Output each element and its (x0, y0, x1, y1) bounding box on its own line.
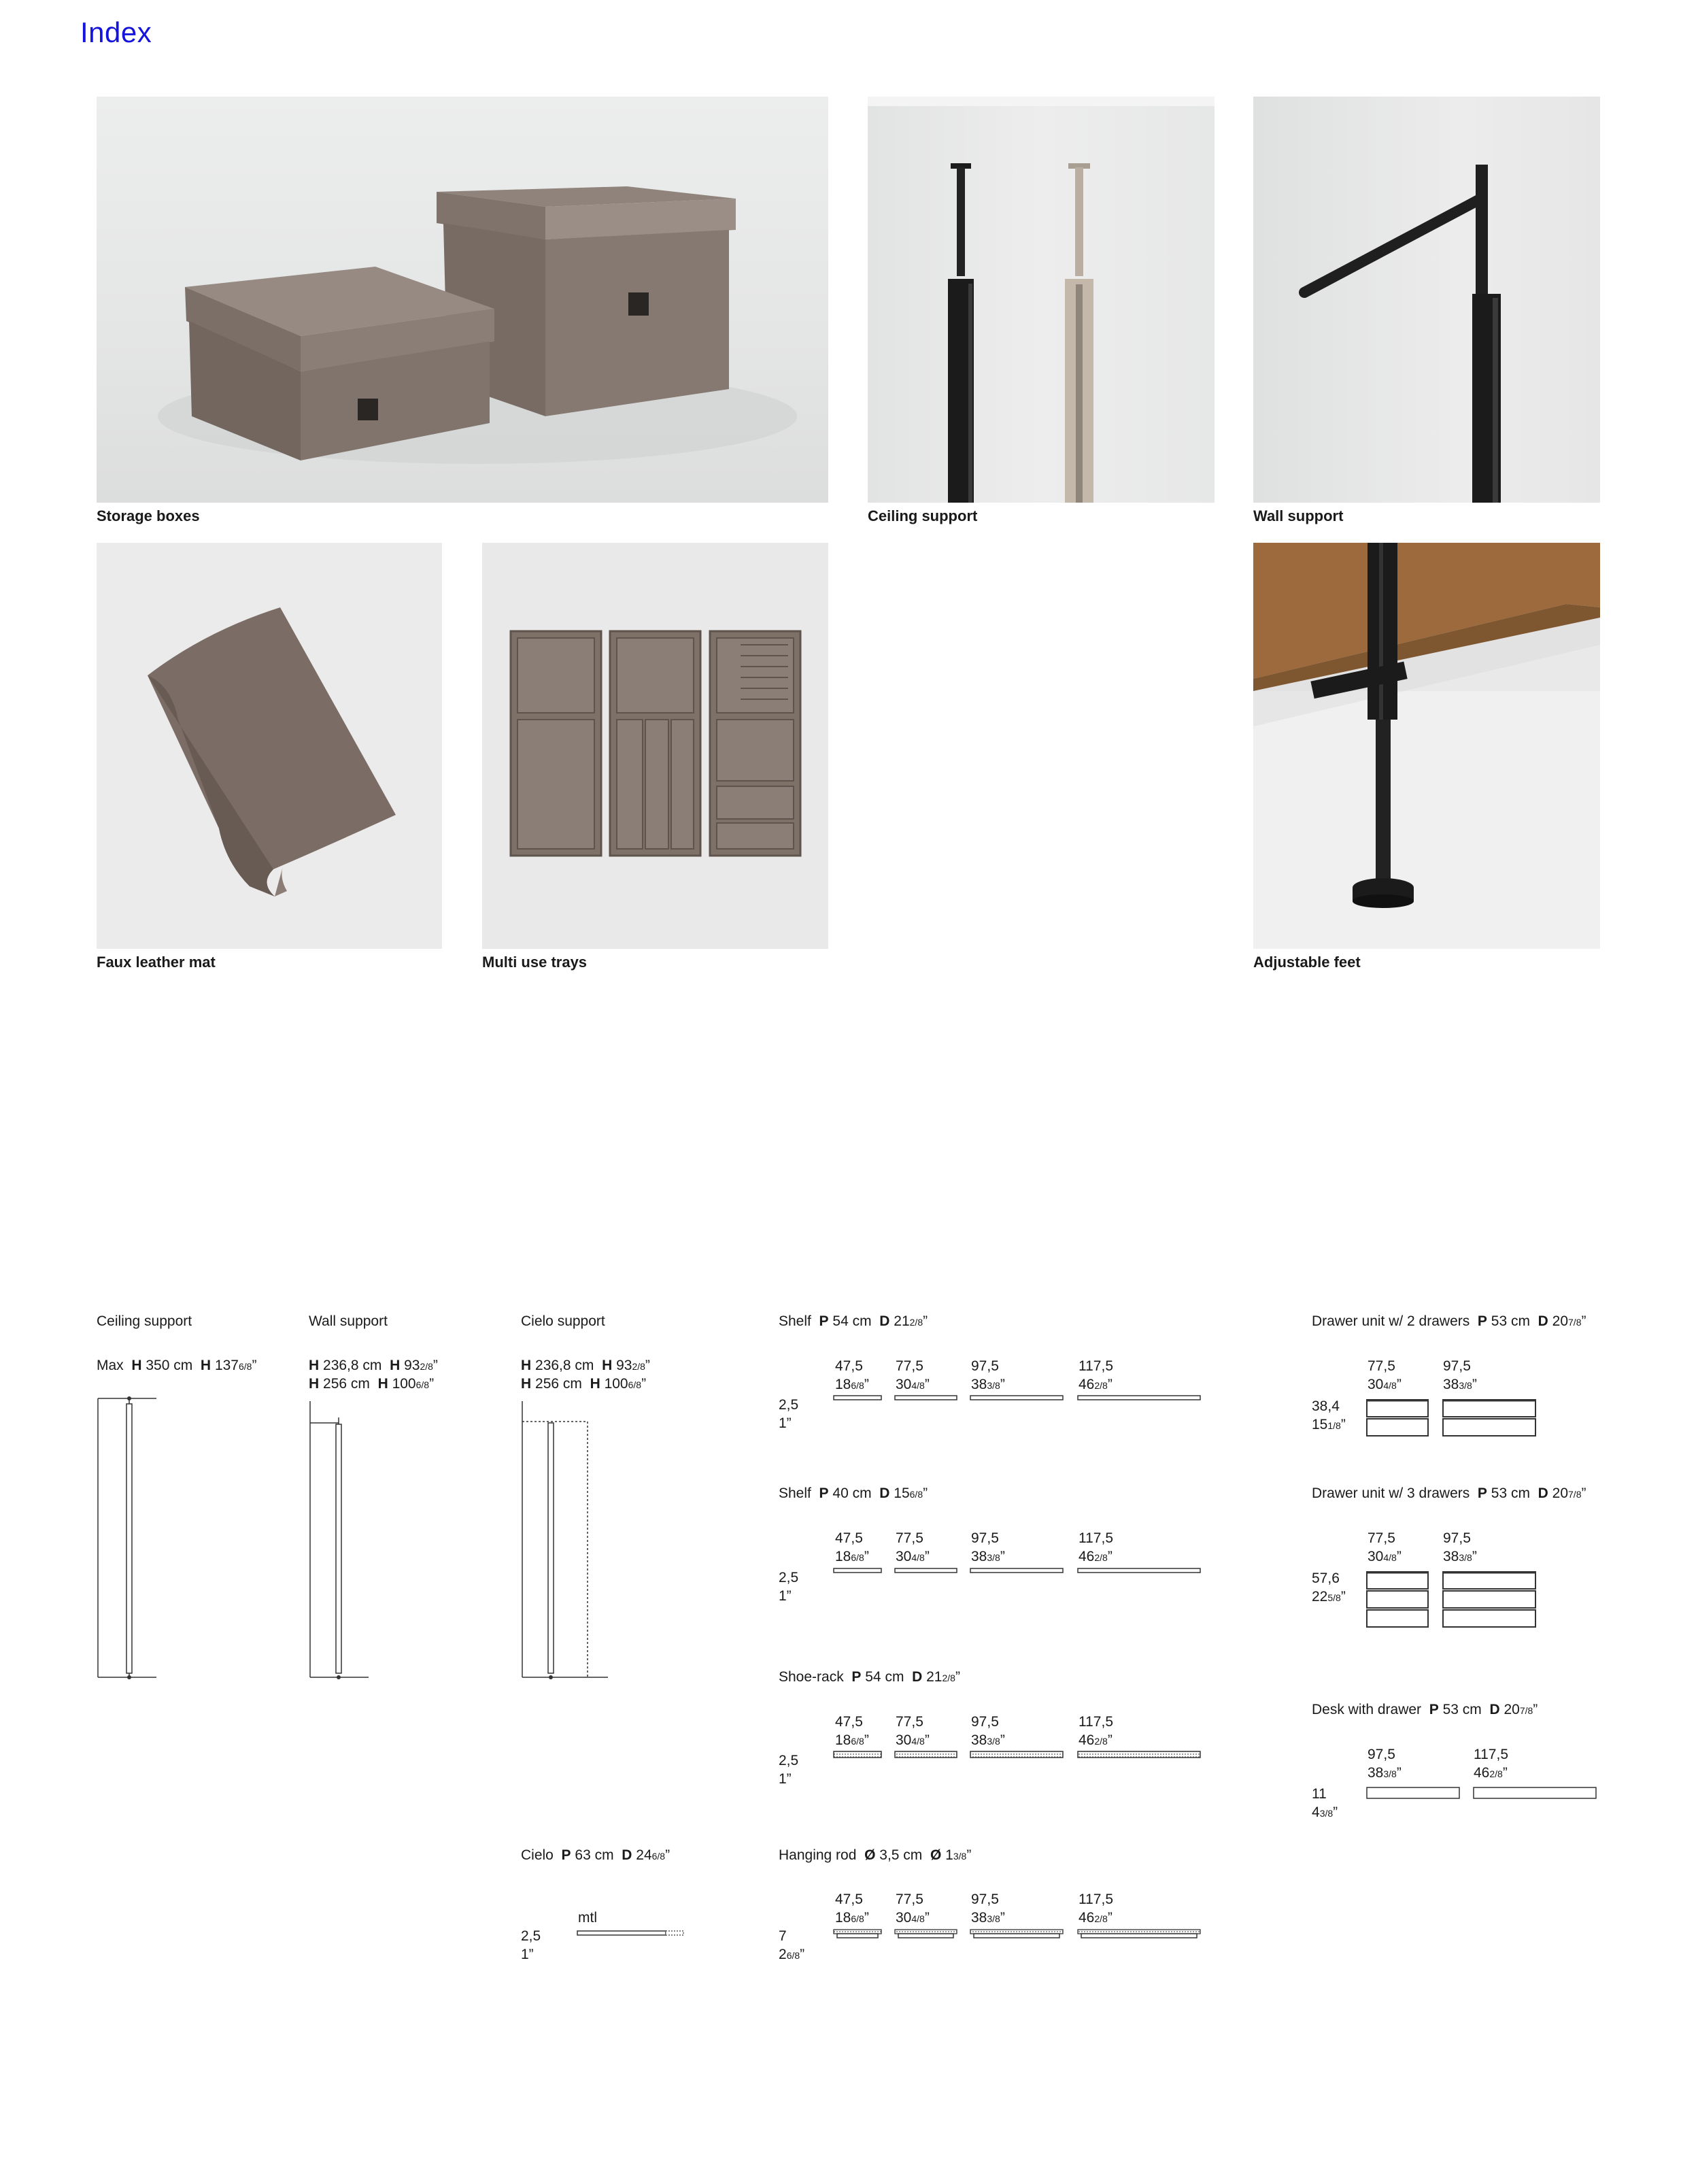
spec-wall-title: Wall support (309, 1313, 388, 1329)
multi-use-trays-photo (482, 543, 828, 949)
width-cm: 47,5 (835, 1892, 863, 1907)
spec-rod-title: Hanging rod Ø 3,5 cm Ø 13/8” (779, 1847, 972, 1863)
spec-rod-height: 7 (779, 1928, 787, 1944)
width-in: 383/8” (971, 1377, 1005, 1392)
spec-cielo-support-dims-2: H 256 cm H 1006/8” (521, 1376, 647, 1392)
width-in: 304/8” (896, 1549, 930, 1564)
width-in: 186/8” (835, 1549, 869, 1564)
shelf40-drawing (833, 1567, 1207, 1575)
spec-cielo-mtl: mtl (578, 1910, 597, 1926)
width-cm: 117,5 (1079, 1714, 1113, 1730)
width-in: 383/8” (1443, 1377, 1477, 1392)
caption-faux-leather-mat: Faux leather mat (97, 954, 216, 971)
width-cm: 47,5 (835, 1714, 863, 1730)
width-cm: 77,5 (1368, 1358, 1395, 1374)
width-in: 304/8” (1368, 1377, 1402, 1392)
cielo-drawing (577, 1929, 685, 1938)
shoerack-drawing (833, 1750, 1207, 1760)
wall-support-photo (1253, 97, 1600, 503)
ceiling-support-drawing (95, 1394, 163, 1683)
width-cm: 97,5 (971, 1892, 999, 1907)
spec-shelf54-height-in: 1” (779, 1415, 792, 1431)
cielo-support-drawing (520, 1401, 615, 1683)
caption-storage-boxes: Storage boxes (97, 507, 200, 524)
rod-drawing (833, 1928, 1207, 1941)
spec-shoerack-height-in: 1” (779, 1771, 792, 1787)
drawer3-drawing (1366, 1570, 1543, 1630)
width-in: 462/8” (1079, 1377, 1113, 1392)
width-cm: 77,5 (1368, 1530, 1395, 1546)
width-cm: 97,5 (971, 1530, 999, 1546)
wall-support-drawing (307, 1401, 375, 1683)
spec-shoerack-title: Shoe-rack P 54 cm D 212/8” (779, 1669, 960, 1685)
drawer2-drawing (1366, 1398, 1543, 1439)
spec-shelf40-height-in: 1” (779, 1588, 792, 1604)
width-cm: 77,5 (896, 1714, 923, 1730)
storage-boxes-photo (97, 97, 828, 503)
faux-leather-mat-photo (97, 543, 442, 949)
caption-wall-support: Wall support (1253, 507, 1344, 524)
spec-drawer2-height-in: 151/8” (1312, 1417, 1346, 1432)
width-in: 462/8” (1079, 1732, 1113, 1748)
width-in: 383/8” (971, 1910, 1005, 1926)
caption-adjustable-feet: Adjustable feet (1253, 954, 1361, 971)
spec-cielo-support-title: Cielo support (521, 1313, 605, 1329)
width-in: 462/8” (1474, 1765, 1508, 1781)
width-cm: 97,5 (1443, 1358, 1471, 1374)
width-cm: 117,5 (1079, 1358, 1113, 1374)
width-in: 383/8” (971, 1732, 1005, 1748)
spec-cielo-height-in: 1” (521, 1947, 534, 1962)
spec-drawer3-title: Drawer unit w/ 3 drawers P 53 cm D 207/8” (1312, 1485, 1586, 1501)
width-cm: 117,5 (1079, 1530, 1113, 1546)
width-cm: 47,5 (835, 1358, 863, 1374)
spec-shoerack-height: 2,5 (779, 1753, 799, 1768)
spec-ceiling-title: Ceiling support (97, 1313, 192, 1329)
width-cm: 47,5 (835, 1530, 863, 1546)
width-in: 304/8” (1368, 1549, 1402, 1564)
width-cm: 97,5 (971, 1358, 999, 1374)
width-cm: 117,5 (1079, 1892, 1113, 1907)
spec-ceiling-dims: Max H 350 cm H 1376/8” (97, 1358, 257, 1373)
width-in: 383/8” (971, 1549, 1005, 1564)
width-cm: 77,5 (896, 1358, 923, 1374)
width-in: 186/8” (835, 1377, 869, 1392)
desk-drawing (1366, 1786, 1604, 1801)
width-cm: 97,5 (1443, 1530, 1471, 1546)
spec-desk-height: 11 (1312, 1786, 1327, 1802)
page-title: Index (80, 16, 152, 48)
spec-rod-height-in: 26/8” (779, 1947, 805, 1962)
spec-shelf40-height: 2,5 (779, 1570, 799, 1585)
width-in: 304/8” (896, 1910, 930, 1926)
width-cm: 77,5 (896, 1530, 923, 1546)
spec-drawer2-title: Drawer unit w/ 2 drawers P 53 cm D 207/8” (1312, 1313, 1586, 1329)
width-in: 186/8” (835, 1732, 869, 1748)
width-cm: 77,5 (896, 1892, 923, 1907)
width-in: 383/8” (1443, 1549, 1477, 1564)
width-in: 304/8” (896, 1732, 930, 1748)
width-in: 462/8” (1079, 1910, 1113, 1926)
width-in: 383/8” (1368, 1765, 1402, 1781)
spec-desk-height-in: 43/8” (1312, 1804, 1338, 1820)
shelf54-drawing (833, 1394, 1207, 1402)
spec-drawer3-height: 57,6 (1312, 1570, 1340, 1586)
width-cm: 117,5 (1474, 1747, 1508, 1762)
spec-wall-dims-1: H 236,8 cm H 932/8” (309, 1358, 438, 1373)
spec-shelf54-height: 2,5 (779, 1397, 799, 1413)
adjustable-feet-photo (1253, 543, 1600, 949)
width-cm: 97,5 (971, 1714, 999, 1730)
spec-drawer3-height-in: 225/8” (1312, 1589, 1346, 1605)
spec-desk-title: Desk with drawer P 53 cm D 207/8” (1312, 1702, 1538, 1717)
width-in: 462/8” (1079, 1549, 1113, 1564)
width-in: 186/8” (835, 1910, 869, 1926)
width-in: 304/8” (896, 1377, 930, 1392)
spec-cielo-height: 2,5 (521, 1928, 541, 1944)
spec-shelf54-title: Shelf P 54 cm D 212/8” (779, 1313, 928, 1329)
spec-cielo-title: Cielo P 63 cm D 246/8” (521, 1847, 670, 1863)
ceiling-support-photo (868, 97, 1215, 503)
caption-ceiling-support: Ceiling support (868, 507, 978, 524)
caption-multi-use-trays: Multi use trays (482, 954, 588, 971)
spec-drawer2-height: 38,4 (1312, 1398, 1340, 1414)
spec-shelf40-title: Shelf P 40 cm D 156/8” (779, 1485, 928, 1501)
spec-cielo-support-dims-1: H 236,8 cm H 932/8” (521, 1358, 650, 1373)
width-cm: 97,5 (1368, 1747, 1395, 1762)
spec-wall-dims-2: H 256 cm H 1006/8” (309, 1376, 435, 1392)
